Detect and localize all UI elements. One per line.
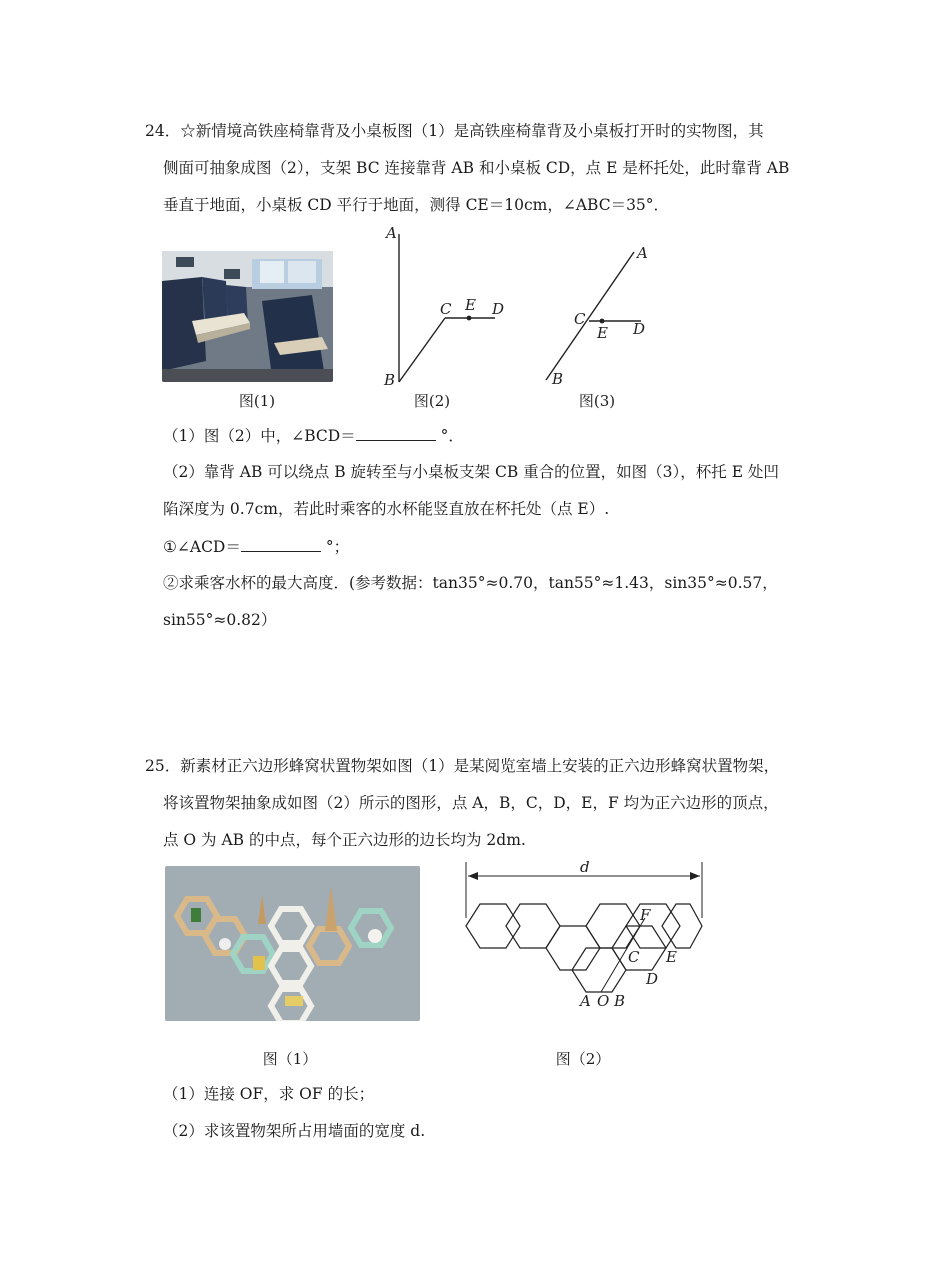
q24-sub2-ii-line-1: ②求乘客水杯的最大高度．(参考数据：tan35°≈0.70，tan55°≈1.43，sin35°≈0.57，: [163, 574, 778, 592]
train-seat-photo: [162, 251, 333, 382]
q24-sub1-blank: [356, 424, 436, 441]
q25-sub2: （2）求该置物架所占用墙面的宽度 d.: [163, 1122, 426, 1140]
q25-sub1: （1）连接 OF，求 OF 的长；: [163, 1085, 375, 1103]
fig-q25-label-d: d: [580, 858, 590, 876]
q24-fig2-diagram: [380, 220, 510, 395]
q24-sub2-i: [163, 535, 349, 558]
q25-line-1: 25．新素材正六边形蜂窝状置物架如图（1）是某阅览室墙上安装的正六边形蜂窝状置物架，: [145, 757, 780, 775]
fig2-label-B: B: [384, 371, 396, 389]
fig-q25-label-C: C: [628, 948, 640, 966]
fig2-label-A: A: [386, 224, 397, 242]
q24-sub2-ii-line-2: sin55°≈0.82）: [163, 611, 277, 629]
fig2-label-D: D: [492, 300, 505, 318]
fig-q25-label-O: O: [597, 992, 610, 1010]
q24-sub1-suffix: °．: [440, 427, 464, 445]
q25-fig1-caption: 图（1）: [262, 1050, 318, 1068]
q24-sub1: [163, 424, 464, 447]
q24-sub2-line-2: 陷深度为 0.7cm，若此时乘客的水杯能竖直放在杯托处（点 E）.: [163, 500, 610, 518]
q24-sub2-i-blank: [241, 535, 321, 552]
q25-fig2-caption: 图（2）: [555, 1050, 611, 1068]
fig2-label-E: E: [465, 296, 476, 314]
fig3-label-D: D: [633, 320, 646, 338]
q24-sub2-i-suffix: °；: [325, 538, 350, 556]
q24-fig2-caption: 图(2): [413, 392, 451, 410]
fig3-label-E: E: [597, 324, 608, 342]
fig3-label-B: B: [552, 370, 564, 388]
fig2-label-C: C: [440, 300, 452, 318]
q25-line-2: 将该置物架抽象成如图（2）所示的图形，点 A，B，C，D，E，F 均为正六边形的顶点，: [163, 794, 779, 812]
q24-fig3-diagram: [540, 238, 670, 393]
fig3-label-C: C: [574, 310, 586, 328]
q24-sub2-i-prefix: ①∠ACD＝: [163, 538, 241, 556]
q24-sub2-line-1: （2）靠背 AB 可以绕点 B 旋转至与小桌板支架 CB 重合的位置，如图（3），杯托 E 处凹: [163, 463, 779, 481]
q24-fig3-caption: 图(3): [578, 392, 616, 410]
fig-q25-label-B: B: [614, 992, 626, 1010]
honeycomb-shelf-photo: [165, 866, 420, 1021]
q25-line-3: 点 O 为 AB 的中点，每个正六边形的边长均为 2dm.: [163, 831, 526, 849]
fig-q25-label-D: D: [646, 970, 659, 988]
q24-line-2: 侧面可抽象成图（2），支架 BC 连接靠背 AB 和小桌板 CD，点 E 是杯托处，此时靠背 AB: [163, 159, 790, 177]
fig3-label-A: A: [637, 244, 648, 262]
q25-fig2-diagram: [460, 858, 710, 1013]
q24-line-1: 24．☆新情境高铁座椅靠背及小桌板图（1）是高铁座椅靠背及小桌板打开时的实物图，其: [145, 122, 764, 140]
q24-line-3: 垂直于地面，小桌板 CD 平行于地面，测得 CE＝10cm，∠ABC＝35°．: [163, 196, 670, 214]
q24-fig1-caption: 图(1): [238, 392, 276, 410]
fig-q25-label-F: F: [640, 906, 651, 924]
fig-q25-label-E: E: [666, 948, 677, 966]
fig-q25-label-A: A: [580, 992, 591, 1010]
q24-sub1-prefix: （1）图（2）中，∠BCD＝: [163, 427, 356, 445]
